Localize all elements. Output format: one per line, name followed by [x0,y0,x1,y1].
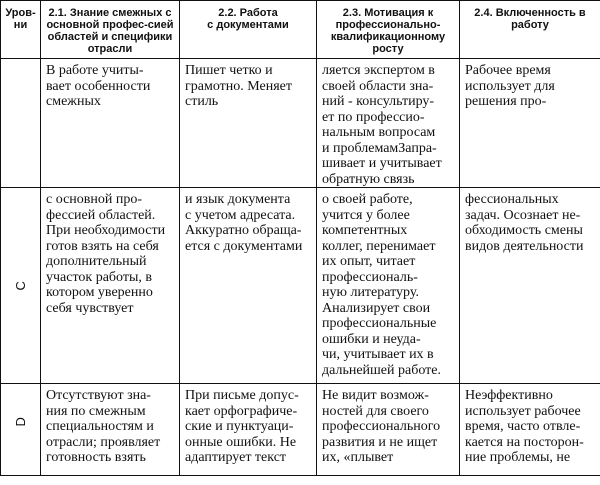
header-levels: Уров- ни [1,1,41,59]
level-cell [1,59,41,188]
level-cell [1,188,41,384]
header-row [1,1,600,59]
level-cell [1,384,41,476]
table-cell: Неэффективно использует рабочее время, часто отвле- кается на посторон- ние проблемы, не [460,384,600,476]
table-cell: Пишет четко и грамотно. Меняет стиль [180,59,317,188]
table-cell: фессиональных задач. Осознает не- обходимость смены видов деятельности [460,188,600,384]
table-row [1,188,600,384]
table-cell: с основной про- фессией областей. При необходимости готов взять на себя дополнительный участок работы, в котором уверенно себя чувствует [41,188,180,384]
header-2-4: 2.4. Включенность в работу [460,1,600,59]
table-cell: Не видит возмож- ностей для своего профессионального развития и не ищет их, «плывет [317,384,460,476]
level-label: D [12,417,28,427]
header-2-3: 2.3. Мотивация к профессионально-квалификационному росту [317,1,460,59]
table-cell: ляется экспертом в своей области зна- ний - консультиру- ет по профессио- нальным вопросам и проблемамЗапра- шивает и учитывает обратную связь [317,59,460,188]
level-label: С [12,281,28,291]
table-cell: Отсутствуют зна- ния по смежным специальностям и отрасли; проявляет готовность взять [41,384,180,476]
table-row [1,384,600,476]
table-cell: и язык документа с учетом адресата. Аккуратно обраща- ется с документами [180,188,317,384]
table-row [1,59,600,188]
header-2-2: 2.2. Работа с документами [180,1,317,59]
table-cell: о своей работе, учится у более компетентных коллег, перенимает их опыт, читает профессиональ- ную литературу. Анализирует свои профессиональные ошибки и неуда- чи, учитывает их в дальнейшей работе. [317,188,460,384]
header-2-1: 2.1. Знание смежных с основной профес-сией областей и специфики отрасли [41,1,180,59]
table-cell: В работе учиты- вает особенности смежных [41,59,180,188]
table-cell: При письме допус- кает орфографиче- ские и пунктуаци- онные ошибки. Не адаптирует текст [180,384,317,476]
table-cell: Рабочее время использует для решения про- [460,59,600,188]
